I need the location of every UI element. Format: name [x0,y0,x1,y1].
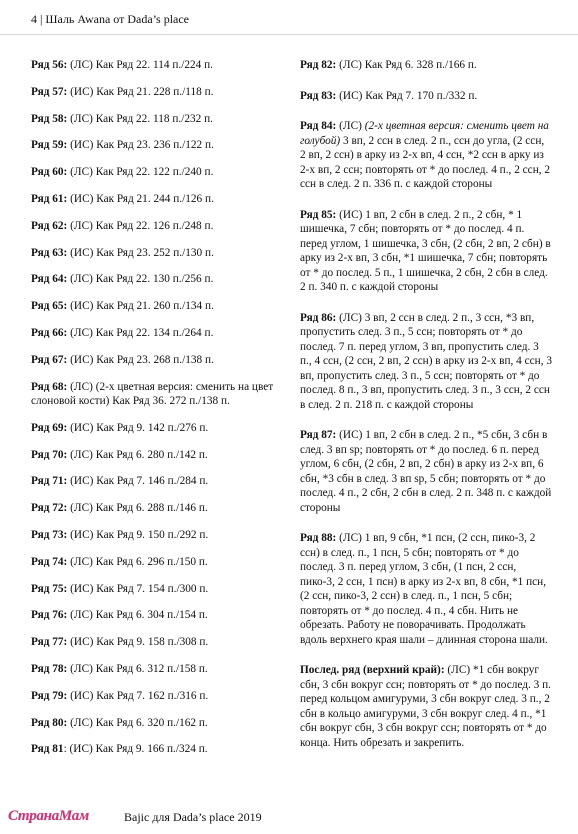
row-label: Ряд 77: [31,636,68,649]
row-item [31,58,283,73]
row-label: Ряд 70: [31,448,68,461]
row-label: Ряд 65: [31,300,68,313]
row-instructions: (ЛС) (2-х цветная версия: сменить на цвет слоновой кости) Как Ряд 36. 272 п./138 п. [31,380,274,408]
row-item [31,272,283,287]
row-item [31,501,283,516]
row-instructions: (ИС) Как Ряд 7. 146 п./284 п. [67,475,209,488]
row-instructions: (ЛС) Как Ряд 22. 122 п./240 п. [67,166,214,179]
row-item [31,608,283,623]
row-item [31,716,283,731]
row-label: Ряд 60: [31,166,68,179]
row-label: Ряд 63: [31,246,68,259]
row-instructions: (ИС) Как Ряд 7. 162 п./316 п. [67,689,209,702]
row-instructions: (ЛС) Как Ряд 6. 280 п./142 п. [67,448,208,461]
row-item [300,119,552,192]
row-item [31,421,283,436]
row-item [31,742,283,757]
row-instructions: (ИС) Как Ряд 9. 142 п./276 п. [67,421,209,434]
row-instructions: (ИС) 1 вп, 2 сбн в след. 2 п., *5 сбн, 3 сбн в след. 3 вп sp; повторять от * до послед. 6 п. перед углом, 6 сбн, (2 сбн, 2 вп, 2 сбн) в арку из 2-х вп, 6 сбн, *3 сбн в след. 3 вп sp, 5 сбн; повторять от * до послед. 4 п., 2 сбн, 2 сбн в след. 2 п. 348 п. с каждой стороны [300,429,552,514]
row-label: Ряд 59: [31,139,68,152]
row-item [31,192,283,207]
page-header [31,12,189,27]
row-item [300,58,552,73]
row-label: Ряд 82: [300,59,337,71]
row-label: Ряд 80: [31,716,68,729]
row-instructions: (ИС) Как Ряд 21. 228 п./118 п. [67,85,214,98]
row-instructions: (ИС) Как Ряд 7. 154 п./300 п. [67,582,209,595]
row-label: Ряд 76: [31,609,68,622]
row-instructions: : (ИС) Как Ряд 9. 166 п./324 п. [63,743,208,756]
row-label: Ряд 88: [300,532,337,544]
header-divider [0,34,578,35]
row-instructions: (ИС) Как Ряд 23. 268 п./138 п. [67,353,214,366]
row-item [31,448,283,463]
row-item [31,326,283,341]
row-instructions: (ЛС) Как Ряд 6. 320 п./162 п. [67,716,208,729]
watermark-logo: СтранаМам [8,808,89,824]
row-label: Ряд 81 [31,743,64,756]
row-label: Ряд 64: [31,273,68,286]
row-instructions: (ЛС) Как Ряд 6. 288 п./146 п. [67,502,208,515]
row-label: Ряд 66: [31,326,68,339]
left-column [31,58,283,769]
row-instructions: (ЛС) Как Ряд 22. 130 п./256 п. [67,273,214,286]
right-column [300,58,552,766]
row-instructions: (ЛС) *1 сбн вокруг сбн, 3 сбн вокруг ссн; повторять от * до послед. 3 п. перед кольцом амигуруми, 3 сбн вокруг след. 3 п., 2 сбн в кольцо амигуруми, 3 сбн вокруг след. 4 п., *1 сбн вокруг сбн, 3 сбн вокруг ссн; повторять от * до конца. Нить обрезать и закрепить. [300,664,551,749]
row-label: Ряд 61: [31,192,68,205]
row-item [31,85,283,100]
row-item [31,635,283,650]
row-instructions: (ИС) Как Ряд 21. 260 п./134 п. [67,300,214,313]
row-item [31,662,283,677]
row-label: Ряд 74: [31,555,68,568]
row-item [31,474,283,489]
row-color-note: (2-х цветная версия: сменить цвет на голубой) [300,120,549,147]
row-item [300,428,552,515]
row-label: Ряд 56: [31,59,68,71]
row-label: Ряд 69: [31,421,68,434]
row-item [31,246,283,261]
row-item [300,311,552,413]
row-label: Ряд 58: [31,112,68,125]
row-instructions: (ЛС) Как Ряд 6. 296 п./150 п. [67,555,208,568]
row-item [300,663,552,750]
row-item [31,299,283,314]
row-item [31,112,283,127]
row-instructions: (ЛС) Как Ряд 22. 118 п./232 п. [67,112,213,125]
row-instructions: (ЛС) 1 вп, 9 сбн, *1 псн, (2 ссн, пико-3, 2 ссн) в след. п., 1 псн, 5 сбн; повторять от * до послед. 3 п. перед углом, 3 сбн, (1 псн, 2 ссн, пико-3, 2 ссн, 1 псн) в арку из 2-х вп, 8 сбн, *1 псн, (2 ссн, пико-3, 2 ссн) в след. п., 1 псн, 5 сбн; повторять от * до послед. 4 п., 4 сбн. Нить не обрезать. Работу не поворачивать. Продолжать вдоль верхнего края шали – длинная сторона шали. [300,532,548,646]
row-item [31,689,283,704]
row-instructions: (ЛС) Как Ряд 22. 134 п./264 п. [67,326,214,339]
page-title: 4 | Шаль Awana от Dada’s place [31,12,190,26]
row-item [31,353,283,368]
row-label: Ряд 67: [31,353,68,366]
footer-credit: Bajic для Dada’s place 2019 [124,810,262,824]
row-instructions: (ЛС) Как Ряд 6. 328 п./166 п. [336,59,477,71]
row-instructions: 3 вп, 2 ссн в след. 2 п., ссн до угла, (2 ссн, 2 вп, 2 ссн) в арку из 2-х вп, 4 ссн, *2 ссн в арку из 2-х вп, 2 ссн; повторять от * до послед. 4 п., 2 ссн, 2 ссн в след. 2 п. 336 п. с каждой стороны [300,134,551,190]
row-instructions: (ЛС) Как Ряд 6. 312 п./158 п. [67,663,208,676]
row-label: Ряд 84: [300,120,337,132]
row-instructions: (ИС) Как Ряд 21. 244 п./126 п. [67,192,214,205]
row-label: Ряд 75: [31,582,68,595]
row-instructions: (ЛС) Как Ряд 22. 114 п./224 п. [67,59,213,71]
row-label: Ряд 86: [300,311,337,324]
row-label: Ряд 83: [300,89,337,102]
row-instructions: (ЛС) Как Ряд 22. 126 п./248 п. [67,219,214,232]
row-instructions: (ИС) Как Ряд 23. 236 п./122 п. [67,139,214,152]
row-side: (ЛС) [336,120,365,132]
row-instructions: (ИС) 1 вп, 2 сбн в след. 2 п., 2 сбн, * 1 шишечка, 7 сбн; повторять от * до послед. 4 п. перед углом, 1 шишечка, 3 сбн, (2 сбн, 2 вп, 2 сбн) в арку из 2-х вп, 3 сбн, *1 шишечка, 7 сбн; повторять от * до послед. 5 п., 1 шишечка, 2 сбн, 2 сбн в след. 2 п. 340 п. с каждой стороны [300,208,551,293]
row-item [31,138,283,153]
row-label: Ряд 62: [31,219,68,232]
row-label: Ряд 72: [31,502,68,515]
row-label: Ряд 57: [31,85,68,98]
row-item [31,219,283,234]
row-label: Ряд 71: [31,475,68,488]
row-instructions: (ИС) Как Ряд 9. 158 п./308 п. [67,636,209,649]
row-instructions: (ИС) Как Ряд 7. 170 п./332 п. [336,89,478,102]
row-instructions: (ИС) Как Ряд 9. 150 п./292 п. [67,529,209,542]
row-label: Ряд 85: [300,208,337,221]
page-footer [0,808,578,832]
row-instructions: (ЛС) Как Ряд 6. 304 п./154 п. [67,609,208,622]
row-item [31,555,283,570]
row-label: Ряд 78: [31,663,68,676]
row-label: Послед. ряд (верхний край): [300,664,445,676]
row-item [300,208,552,295]
row-label: Ряд 68: [31,380,68,393]
row-label: Ряд 87: [300,429,337,441]
row-item [300,89,552,104]
row-item [31,380,283,409]
row-item [31,528,283,543]
row-instructions: (ЛС) 3 вп, 2 ссн в след. 2 п., 3 ссн, *3 вп, пропустить след. 3 п., 5 ссн; повторять от * до послед. 7 п. перед углом, 3 вп, пропустить след. 3 п., 4 ссн, (2 ссн, 2 вп, 2 ссн) в арку из 2-х вп, 4 ссн, 3 вп, пропустить след. 3 п., 5 ссн; повторять от * до послед. 8 п., 3 вп, пропустить след. 3 п., 3 ссн, 2 ссн в след. 2 п. 218 п. с каждой стороны [300,311,553,411]
row-label: Ряд 79: [31,689,68,702]
row-label: Ряд 73: [31,529,68,542]
row-item [31,165,283,180]
row-item [300,531,552,647]
row-instructions: (ИС) Как Ряд 23. 252 п./130 п. [67,246,214,259]
row-item [31,582,283,597]
